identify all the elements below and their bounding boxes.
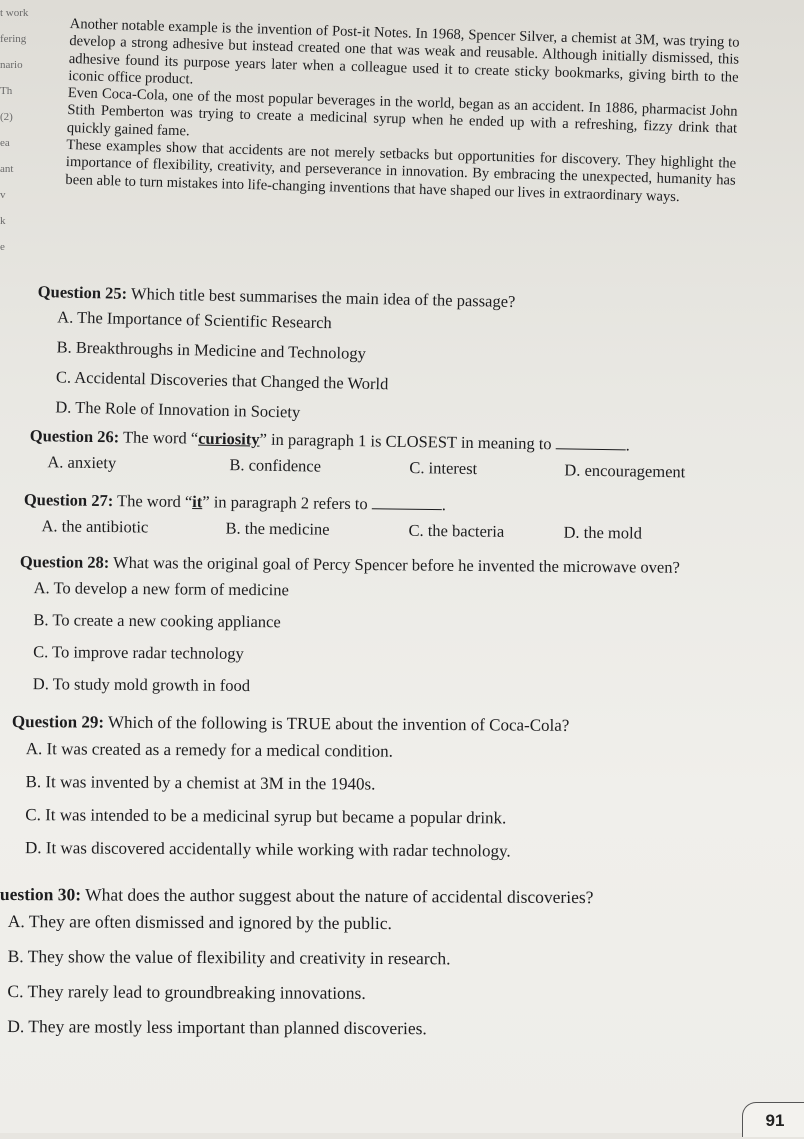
question-28 bbox=[19, 552, 770, 707]
margin-fragment: ea bbox=[0, 137, 10, 149]
question-label: Question 29: bbox=[11, 712, 105, 732]
question-text: What does the author suggest about the nature of accidental discoveries? bbox=[85, 884, 594, 908]
option-b: B. To create a new cooking appliance bbox=[33, 610, 281, 632]
option-d: D. It was discovered accidentally while working with radar technology. bbox=[24, 838, 511, 861]
question-label: Question 27: bbox=[23, 490, 114, 511]
option-c: C. They rarely lead to groundbreaking innovations. bbox=[7, 981, 366, 1003]
option-b: B. They show the value of flexibility and creativity in research. bbox=[7, 946, 451, 969]
question-text-after: ” in paragraph 2 refers to bbox=[202, 492, 368, 514]
question-text-before: The word “ bbox=[116, 491, 193, 512]
option-c: C. It was intended to be a medicinal syrup but became a popular drink. bbox=[25, 805, 507, 828]
target-word: curiosity bbox=[198, 428, 260, 449]
margin-fragment: k bbox=[0, 215, 6, 227]
question-text: Which title best summarises the main idea of the passage? bbox=[130, 283, 516, 311]
option-b: B. the medicine bbox=[225, 518, 330, 539]
question-26 bbox=[29, 426, 750, 489]
question-25 bbox=[35, 282, 758, 437]
question-30 bbox=[0, 884, 780, 1048]
answer-blank bbox=[372, 494, 442, 510]
option-d: D. encouragement bbox=[564, 460, 686, 482]
margin-fragment: fering bbox=[0, 33, 27, 45]
option-c: C. Accidental Discoveries that Changed the World bbox=[55, 367, 389, 394]
question-text: What was the original goal of Percy Spencer before he invented the microwave oven? bbox=[113, 552, 680, 577]
option-d: D. the mold bbox=[563, 522, 643, 543]
option-b: B. confidence bbox=[229, 455, 322, 476]
question-27 bbox=[23, 490, 744, 551]
option-a: A. the antibiotic bbox=[41, 516, 149, 537]
question-label: Question 26: bbox=[29, 426, 120, 447]
target-word: it bbox=[192, 492, 203, 512]
answer-blank bbox=[556, 434, 626, 450]
question-label: Question 25: bbox=[37, 282, 128, 303]
question-27-prompt bbox=[24, 490, 744, 519]
margin-fragment: t work bbox=[0, 7, 29, 19]
option-d: D. To study mold growth in food bbox=[32, 674, 251, 696]
margin-fragment: (2) bbox=[0, 111, 13, 123]
option-d: D. The Role of Innovation in Society bbox=[55, 397, 301, 422]
question-label: uestion 30: bbox=[0, 884, 82, 905]
passage-paragraph-coca-cola: Even Coca-Cola, one of the most popular beverages in the world, began as an accident. In 1886, pharmacist John Stith Pemberton was trying to create a medicinal syrup when he ended up with a refreshing, fizzy drink that quickly gained fame. bbox=[66, 85, 738, 140]
margin-fragment: e bbox=[0, 241, 5, 253]
question-text-after: ” in paragraph 1 is CLOSEST in meaning to bbox=[259, 429, 552, 454]
question-end: . bbox=[625, 435, 631, 455]
page-number: 91 bbox=[742, 1102, 804, 1137]
option-a: A. anxiety bbox=[47, 452, 117, 473]
question-label: Question 28: bbox=[19, 552, 110, 572]
option-b: B. It was invented by a chemist at 3M in the 1940s. bbox=[25, 772, 376, 794]
margin-fragment: nario bbox=[0, 59, 23, 71]
question-text: Which of the following is TRUE about the invention of Coca-Cola? bbox=[107, 712, 570, 735]
passage-paragraph-post-it: Another notable example is the invention of Post-it Notes. In 1968, Spencer Silver, a chemist at 3M, was trying to develop a strong adhesive but instead created one that was weak and reusable. Although initially dismissed, this adhesive found its purpose years later when a colleague used it to create sticky bookmarks, giving birth to the iconic office product. bbox=[68, 16, 740, 88]
option-a: A. They are often dismissed and ignored by the public. bbox=[7, 911, 392, 934]
option-a: A. It was created as a remedy for a medical condition. bbox=[25, 739, 394, 761]
question-end: . bbox=[441, 495, 447, 515]
option-c: C. To improve radar technology bbox=[33, 642, 244, 663]
option-b: B. Breakthroughs in Medicine and Technology bbox=[56, 337, 367, 363]
reading-passage bbox=[65, 16, 740, 208]
option-c: C. interest bbox=[409, 457, 478, 479]
margin-fragment: v bbox=[0, 189, 6, 201]
option-a: A. To develop a new form of medicine bbox=[33, 578, 289, 600]
margin-fragment: ant bbox=[0, 163, 14, 175]
question-29 bbox=[11, 712, 772, 869]
passage-paragraph-conclusion: These examples show that accidents are not merely setbacks but opportunities for discovery. They highlight the importance of flexibility, creativity, and perseverance in innovation. By embracing the unexpected, humanity has been able to turn mistakes into life-changing inventions that have shaped our lives in extraordinary ways. bbox=[65, 137, 737, 205]
margin-fragment: Th bbox=[0, 85, 13, 97]
option-c: C. the bacteria bbox=[408, 520, 505, 541]
question-text-before: The word “ bbox=[122, 427, 199, 448]
option-d: D. They are mostly less important than planned discoveries. bbox=[7, 1016, 427, 1039]
option-a: A. The Importance of Scientific Research bbox=[57, 307, 333, 333]
